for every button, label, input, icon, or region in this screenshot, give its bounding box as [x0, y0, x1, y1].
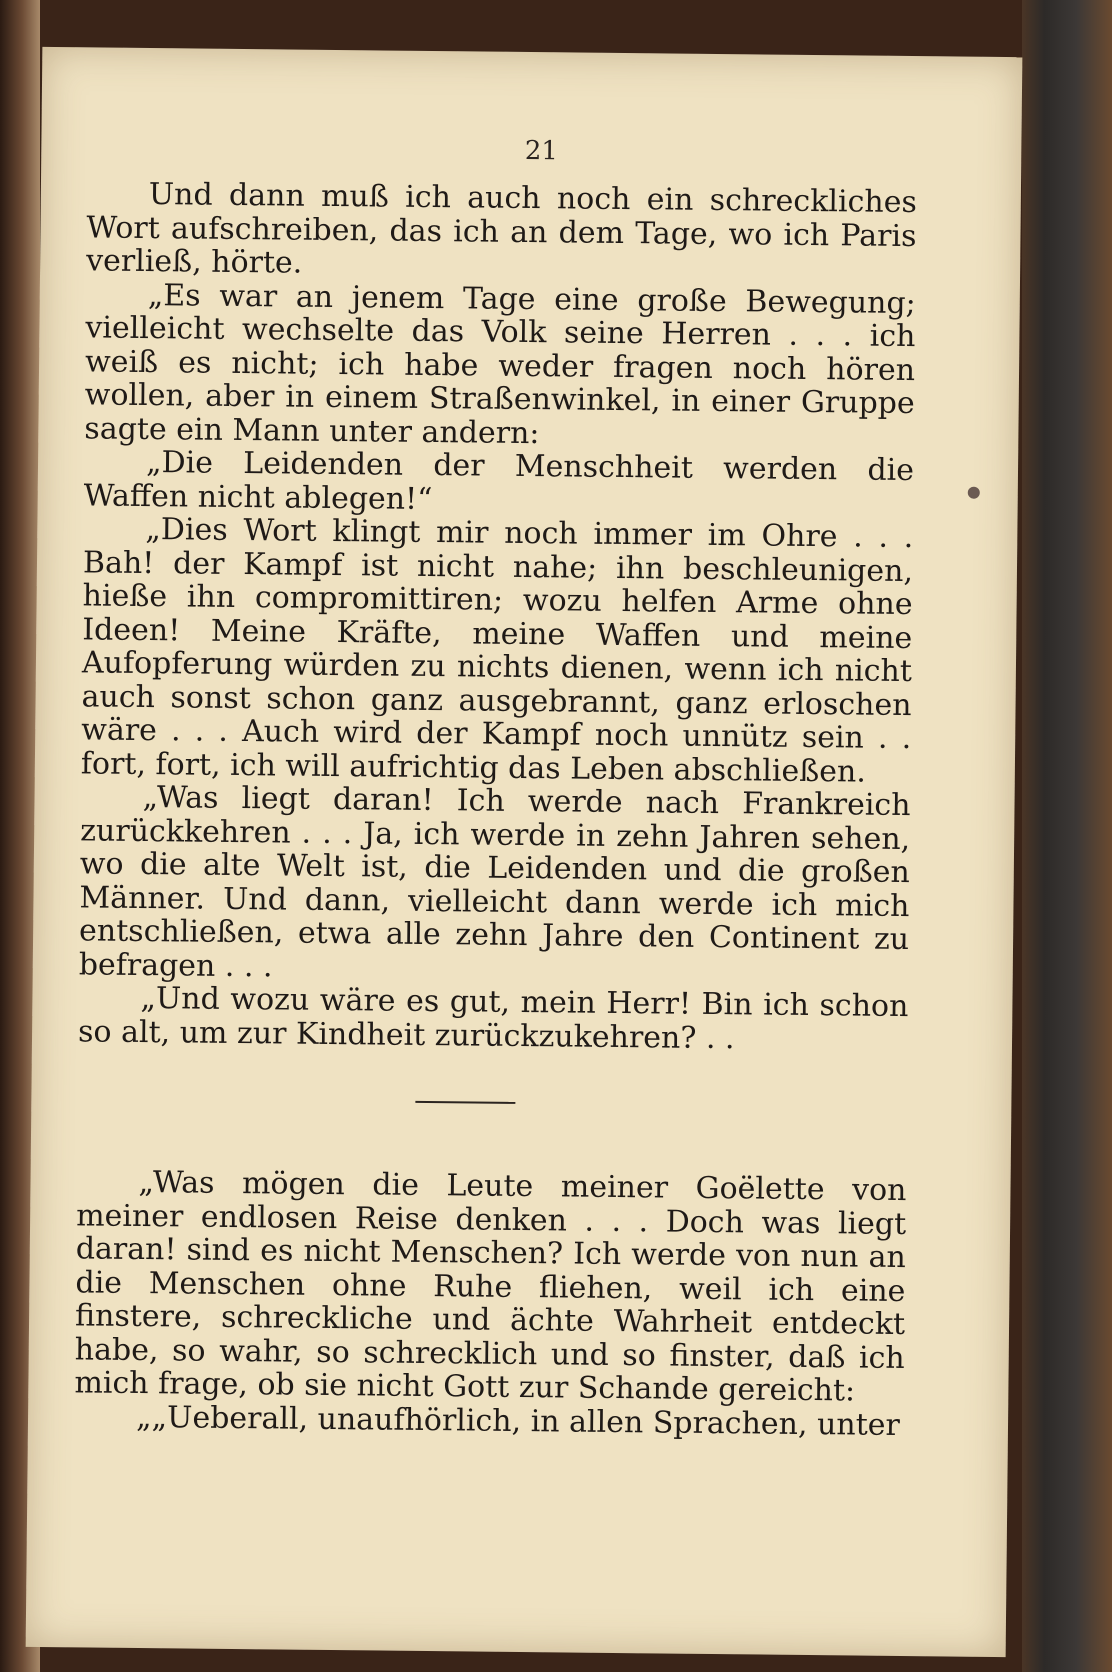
paragraph: „Was mögen die Leute meiner Goëlette von meiner endlosen Reise denken . . . Doch was liegt daran! sind es nicht Menschen? Ich werde von nun an die Menschen ohne Ruhe fliehen, weil ich eine finstere, schreckliche und ächte Wahrheit entdeckt habe, so wahr, so schrecklich und so finster, daß ich mich frage, ob sie nicht Gott zur Schande gereicht:: [74, 1164, 907, 1409]
paragraph: Und dann muß ich auch noch ein schreckliches Wort aufschreiben, das ich an dem Tage, wo ich Paris verließ, hörte.: [85, 177, 918, 281]
section-divider: [415, 1101, 515, 1104]
book-page: [26, 47, 1023, 1657]
text-block-bottom: [74, 1165, 907, 1442]
paragraph: „Was liegt daran! Ich werde nach Frankreich zurückkehren . . . Ja, ich werde in zehn Jahren sehen, wo die alte Welt ist, die Leidenden und die großen Männer. Und dann, vielleicht dann werde ich mich entschließen, etwa alle zehn Jahre den Continent zu befragen . . .: [78, 780, 911, 984]
text-block-top: [78, 177, 917, 1057]
book-cover-edge: [1022, 0, 1112, 1672]
page-number: 21: [524, 135, 559, 167]
margin-mark: [965, 484, 982, 501]
paragraph: „Und wozu wäre es gut, mein Herr! Bin ich schon so alt, um zur Kindheit zurückzukehren? . .: [77, 980, 909, 1056]
paragraph: „Dies Wort klingt mir noch immer im Ohre . . . Bah! der Kampf ist nicht nahe; ihn beschleunigen, hieße ihn compromittiren; wozu helfen Arme ohne Ideen! Meine Kräfte, meine Waffen und meine Aufopferung würden zu nichts dienen, wenn ich nicht auch sonst schon ganz ausgebrannt, ganz erloschen wäre . . . Auch wird der Kampf noch unnütz sein . . fort, fort, ich will aufrichtig das Leben abschließen.: [80, 512, 914, 790]
paragraph: „Die Leidenden der Menschheit werden die Waffen nicht ablegen!“: [83, 445, 915, 517]
paragraph: „„Ueberall, unaufhörlich, in allen Sprachen, unter: [135, 1399, 901, 1443]
paragraph: „Es war an jenem Tage eine große Bewegung; vielleicht wechselte das Volk seine Herren . . . ich weiß es nicht; ich habe weder fragen noch hören wollen, aber in einem Straßenwinkel, in einer Gruppe sagte ein Mann unter andern:: [84, 277, 916, 451]
